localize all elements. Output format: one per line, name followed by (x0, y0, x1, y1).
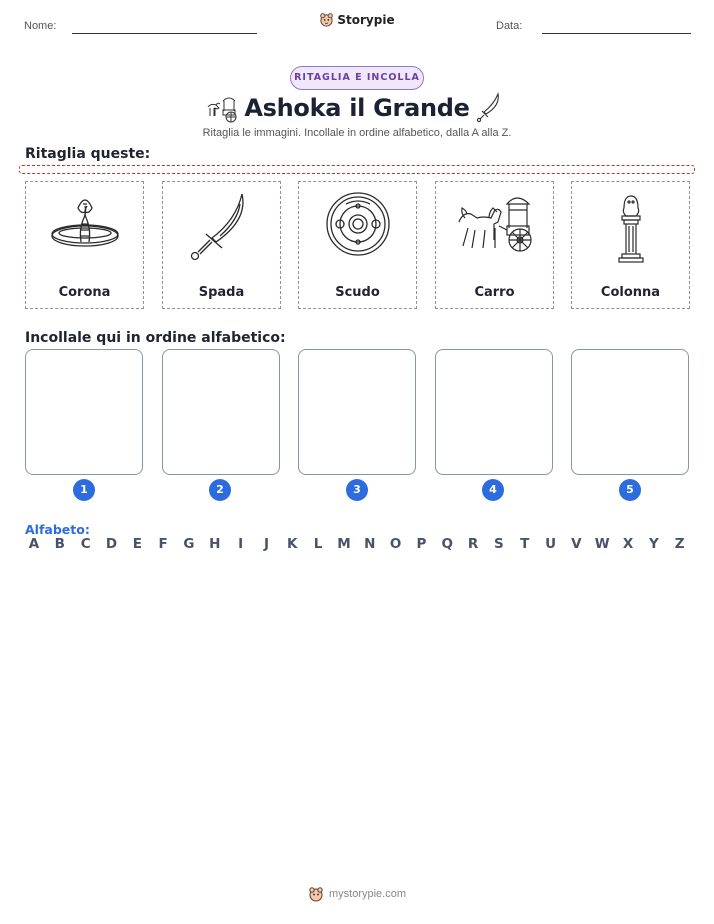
activity-badge: RITAGLIA E INCOLLA (290, 66, 424, 90)
alphabet-letter: J (263, 536, 269, 552)
alphabet-letter: G (183, 536, 195, 552)
cut-card-carro[interactable] (435, 181, 554, 309)
alphabet-letter: M (337, 536, 351, 552)
alphabet-letter: V (571, 536, 582, 552)
slot-number: 4 (482, 479, 504, 501)
alphabet-letter: Y (648, 536, 659, 552)
chariot-icon (455, 190, 535, 270)
alphabet-letter: D (105, 536, 118, 552)
alphabet-letter: F (158, 536, 168, 552)
name-line (72, 33, 257, 34)
alphabet-letter: Z (674, 536, 685, 552)
cut-card-colonna[interactable] (571, 181, 690, 309)
paste-slot-5[interactable] (571, 349, 689, 475)
paste-slot-2[interactable] (162, 349, 280, 475)
alphabet-letter: H (209, 536, 221, 552)
sword-icon (182, 190, 262, 270)
cut-card-spada[interactable] (162, 181, 281, 309)
alphabet-letter: L (313, 536, 323, 552)
alphabet-letter: T (520, 536, 530, 552)
paste-heading: Incollale qui in ordine alfabetico: (25, 330, 286, 346)
sword-icon (476, 92, 502, 124)
alphabet-letter: X (622, 536, 634, 552)
storypie-logo-icon (319, 12, 334, 27)
alphabet-letter: C (80, 536, 91, 552)
slot-number: 5 (619, 479, 641, 501)
page-title: Ashoka il Grande (244, 94, 470, 122)
brand-name: Storypie (337, 12, 395, 27)
card-label: Scudo (335, 285, 380, 300)
alphabet-letter: Q (441, 536, 453, 552)
slot-number: 2 (209, 479, 231, 501)
alphabet-letter: U (545, 536, 557, 552)
card-label: Carro (474, 285, 515, 300)
cut-heading: Ritaglia queste: (25, 146, 151, 162)
brand-logo (0, 12, 714, 31)
lion-pillar-icon (591, 190, 671, 270)
alphabet-row (25, 536, 689, 552)
alphabet-letter: A (28, 536, 40, 552)
slot-number: 3 (346, 479, 368, 501)
cut-line (19, 165, 695, 174)
alphabet-letter: S (494, 536, 504, 552)
slot-number: 1 (73, 479, 95, 501)
alphabet-letter: N (364, 536, 376, 552)
alphabet-letter: I (238, 536, 244, 552)
alphabet-letter: B (54, 536, 65, 552)
instructions: Ritaglia le immagini. Incollale in ordine alfabetico, dalla A alla Z. (202, 127, 512, 139)
shield-icon (318, 190, 398, 270)
date-line (542, 33, 691, 34)
cut-card-corona[interactable] (25, 181, 144, 309)
footer-url[interactable]: mystorypie.com (328, 888, 407, 900)
cobra-crown-icon (45, 190, 125, 270)
alphabet-letter: O (389, 536, 402, 552)
alphabet-heading: Alfabeto: (25, 522, 90, 537)
card-label: Spada (198, 285, 245, 300)
storypie-logo-icon (308, 886, 324, 902)
alphabet-letter: E (132, 536, 142, 552)
cut-card-scudo[interactable] (298, 181, 417, 309)
footer (0, 886, 714, 906)
date-label: Data: (496, 20, 523, 32)
alphabet-letter: R (467, 536, 479, 552)
alphabet-letter: P (416, 536, 427, 552)
paste-slot-3[interactable] (298, 349, 416, 475)
name-label: Nome: (24, 20, 57, 32)
alphabet-letter: W (594, 536, 610, 552)
paste-slot-1[interactable] (25, 349, 143, 475)
card-label: Colonna (600, 285, 661, 300)
card-label: Corona (58, 285, 111, 300)
paste-slot-4[interactable] (435, 349, 553, 475)
alphabet-letter: K (287, 536, 298, 552)
